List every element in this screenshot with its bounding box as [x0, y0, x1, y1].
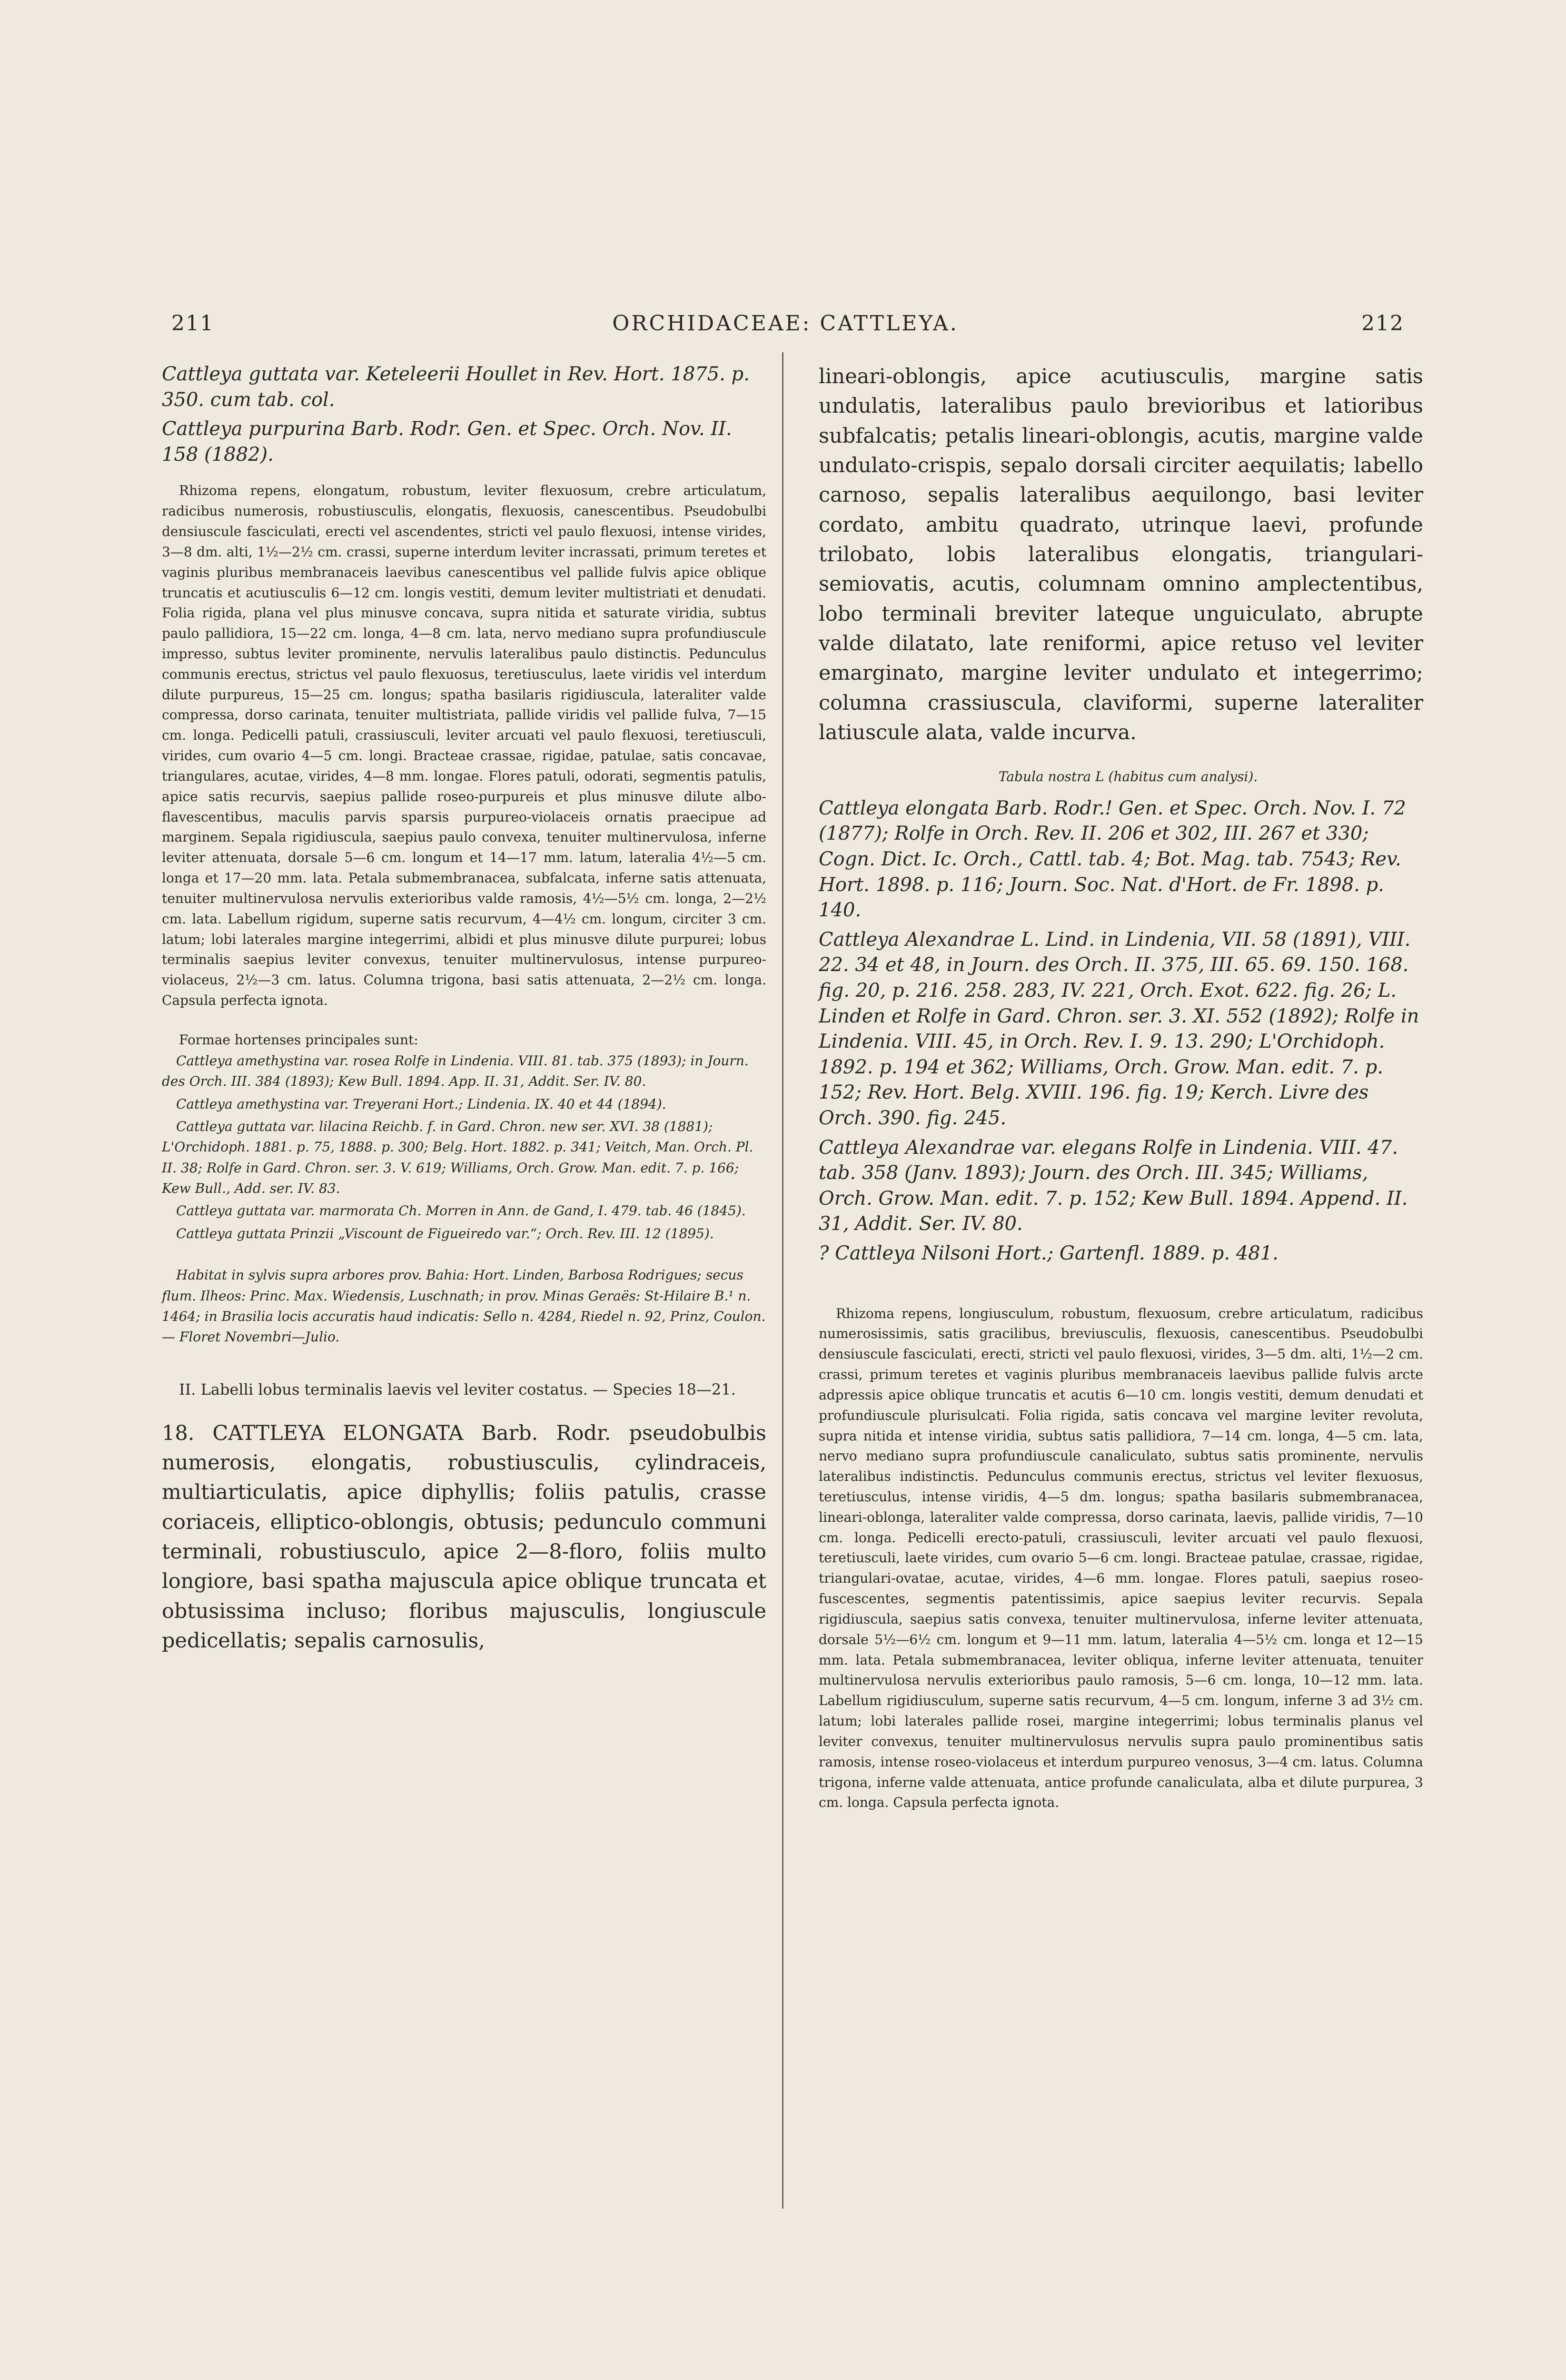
- synonym-citation: ? Cattleya Nilsoni Hort.; Gartenfl. 1889. p. 481.: [819, 1242, 1279, 1264]
- plate-reference: Tabula nostra L (habitus cum analysi).: [998, 769, 1258, 785]
- synonym-citation: Cattleya guttata var. Keteleerii Houllet in Rev. Hort. 1875. p. 350. cum tab. col.: [162, 363, 750, 411]
- species-diagnosis: 18. CATTLEYA ELONGATA Barb. Rodr. pseudobulbis numerosis, elongatis, robustiusculis, cylindraceis, multiarticulatis, apice diphyllis; foliis patulis, crasse coriaceis, elliptico-oblongis, obtusis; pedunculo communi terminali, robustiusculo, apice 2—8-floro, foliis multo longiore, basi spatha majuscula apice oblique truncata et obtusissima incluso; floribus majusculis, longiuscule pedicellatis; sepalis carnosulis,: [162, 1421, 766, 1653]
- forma-citation: Cattleya amethystina var. Treyerani Hort.; Lindenia. IX. 40 et 44 (1894).: [176, 1096, 666, 1112]
- synonym-citations: [162, 362, 766, 467]
- column-divider: [782, 352, 783, 2209]
- synonym-citations: [819, 796, 1423, 1267]
- synonym-citation: Cattleya purpurina Barb. Rodr. Gen. et Spec. Orch. Nov. II. 158 (1882).: [162, 418, 732, 466]
- forma-citation: Cattleya guttata Prinzii „Viscount de Figueiredo var.“; Orch. Rev. III. 12 (1895).: [176, 1225, 714, 1241]
- species-description: Rhizoma repens, longiusculum, robustum, flexuosum, crebre articulatum, radicibus numerosissimis, satis gracilibus, breviusculis, flexuosis, canescentibus. Pseudobulbi densiuscule fasciculati, erecti, stricti vel paulo flexuosi, virides, 3—5 dm. alti, 1½—2 cm. crassi, primum teretes et vaginis pluribus membranaceis laevibus pallide fulvis arcte adpressis apice oblique truncatis et acutis 6—10 cm. longis vestiti, demum denudati et profundiuscule plurisulcati. Folia rigida, satis concava vel margine leviter revoluta, supra nitida et intense viridia, subtus satis pallidiora, 7—14 cm. longa, 4—5 cm. lata, nervo mediano supra profundiuscule canaliculato, subtus satis prominente, nervulis lateralibus indistinctis. Pedunculus communis erectus, strictus vel leviter flexuosus, teretiusculus, intense viridis, 4—5 dm. longus; spatha basilaris submembranacea, lineari-oblonga, lateraliter valde compressa, dorso carinata, laevis, pallide viridis, 7—10 cm. longa. Pedicelli erecto-patuli, crassiusculi, leviter arcuati vel paulo flexuosi, teretiusculi, laete virides, cum ovario 5—6 cm. longi. Bracteae patulae, crassae, rigidae, triangulari-ovatae, acutae, virides, 4—6 mm. longae. Flores patuli, saepius roseo-fuscescentes, segmentis patentissimis, apice saepius leviter recurvis. Sepala rigidiuscula, saepius satis convexa, tenuiter multinervulosa, inferne leviter attenuata, dorsale 5½—6½ cm. longum et 9—11 mm. latum, lateralia 4—5½ cm. longa et 12—15 mm. lata. Petala submembranacea, leviter obliqua, inferne leviter attenuata, tenuiter multinervulosa nervulis exterioribus paulo ramosis, 5—6 cm. longa, 10—12 mm. lata. Labellum rigidiusculum, superne satis recurvum, 4—5 cm. longum, inferne 3 ad 3½ cm. latum; lobi laterales pallide rosei, margine integerrimi; lobus terminalis planus vel leviter convexus, tenuiter multinervulosus nervulis supra paulo prominentibus satis ramosis, intense roseo-violaceus et interdum purpureo venosus, 3—4 cm. latus. Columna trigona, inferne valde attenuata, antice profunde canaliculata, alba et dilute purpurea, 3 cm. longa. Capsula perfecta ignota.: [819, 1305, 1423, 1811]
- left-column: [162, 362, 766, 1656]
- forma-citation: Cattleya guttata var. lilacina Reichb. f. in Gard. Chron. new ser. XVI. 38 (1881); L'Orchidoph. 1881. p. 75, 1888. p. 300; Belg. Hort. 1882. p. 341; Veitch, Man. Orch. Pl. II. 38; Rolfe in Gard. Chron. ser. 3. V. 619; Williams, Orch. Grow. Man. edit. 7. p. 166; Kew Bull., Add. ser. IV. 83.: [162, 1118, 753, 1197]
- page-header: [157, 305, 1414, 347]
- forma-citation: Cattleya guttata var. marmorata Ch. Morren in Ann. de Gand, I. 479. tab. 46 (1845).: [176, 1203, 746, 1219]
- synonym-citation: Cattleya Alexandrae var. elegans Rolfe in Lindenia. VIII. 47. tab. 358 (Janv. 1893); Journ. des Orch. III. 345; Williams, Orch. Grow. Man. edit. 7. p. 152; Kew Bull. 1894. Append. II. 31, Addit. Ser. IV. 80.: [819, 1136, 1408, 1235]
- synonym-citation: Cattleya Alexandrae L. Lind. in Lindenia, VII. 58 (1891), VIII. 22. 34 et 48, in Journ. des Orch. II. 375, III. 65. 69. 150. 168. fig. 20, p. 216. 258. 283, IV. 221, Orch. Exot. 622. fig. 26; L. Linden et Rolfe in Gard. Chron. ser. 3. XI. 552 (1892); Rolfe in Lindenia. VIII. 45, in Orch. Rev. I. 9. 13. 290; L'Orchidoph. 1892. p. 194 et 362; Williams, Orch. Grow. Man. edit. 7. p. 152; Rev. Hort. Belg. XVIII. 196. fig. 19; Kerch. Livre des Orch. 390. fig. 245.: [819, 928, 1419, 1129]
- right-column: [819, 362, 1423, 1813]
- page-number-left: 211: [171, 311, 214, 336]
- page-number-right: 212: [1361, 311, 1404, 336]
- species-description: Rhizoma repens, elongatum, robustum, leviter flexuosum, crebre articulatum, radicibus numerosis, robustiusculis, elongatis, flexuosis, canescentibus. Pseudobulbi densiuscule fasciculati, erecti vel ascendentes, stricti vel paulo flexuosi, intense virides, 3—8 dm. alti, 1½—2½ cm. crassi, superne interdum leviter incrassati, primum teretes et vaginis pluribus membranaceis laevibus canescentibus vel pallide fulvis apice oblique truncatis et acutiusculis 6—12 cm. longis vestiti, demum leviter multistriati et denudati. Folia rigida, plana vel plus minusve concava, supra nitida et saturate viridia, subtus paulo pallidiora, 15—22 cm. longa, 4—8 cm. lata, nervo mediano supra profundiuscule impresso, subtus leviter prominente, nervulis lateralibus paulo distinctis. Pedunculus communis erectus, strictus vel paulo flexuosus, teretiusculus, laete viridis vel interdum dilute purpureus, 15—25 cm. longus; spatha basilaris rigidiuscula, lateraliter valde compressa, dorso carinata, tenuiter multistriata, pallide viridis vel pallide fulva, 7—15 cm. longa. Pedicelli patuli, crassiusculi, leviter arcuati vel paulo flexuosi, teretiusculi, virides, cum ovario 4—5 cm. longi. Bracteae crassae, rigidae, patulae, satis concavae, triangulares, acutae, virides, 4—8 mm. longae. Flores patuli, odorati, segmentis patulis, apice satis recurvis, saepius pallide roseo-purpureis et plus minusve dilute albo-flavescentibus, maculis parvis sparsis purpureo-violaceis ornatis praecipue ad marginem. Sepala rigidiuscula, saepius paulo convexa, tenuiter multinervulosa, inferne leviter attenuata, dorsale 5—6 cm. longum et 14—17 mm. latum, lateralia 4½—5 cm. longa et 17—20 mm. lata. Petala submembranacea, subfalcata, inferne satis attenuata, tenuiter multinervulosa nervulis exterioribus valde ramosis, 4½—5½ cm. longa, 2—2½ cm. lata. Labellum rigidum, superne satis recurvum, 4—4½ cm. longum, circiter 3 cm. latum; lobi laterales margine integerrimi, albidi et plus minusve dilute purpurei; lobus terminalis saepius leviter convexus, tenuiter multinervulosus, intense purpureo-violaceus, 2½—3 cm. latus. Columna trigona, basi satis attenuata, 2—2½ cm. longa. Capsula perfecta ignota.: [162, 483, 766, 1009]
- formae-intro: Formae hortenses principales sunt:: [179, 1031, 418, 1048]
- habitat: Habitat in sylvis supra arbores prov. Bahia: Hort. Linden, Barbosa Rodrigues; secus flum. Ilheos: Princ. Max. Wiedensis, Luschnath; in prov. Minas Geraës: St-Hilaire B.¹ n. 1464; in Brasilia locis accuratis haud indicatis: Sello n. 4284, Riedel n. 92, Prinz, Coulon. — Floret Novembri—Julio.: [162, 1267, 766, 1345]
- section-heading: II. Labelli lobus terminalis laevis vel leviter costatus. — Species 18—21.: [179, 1380, 736, 1398]
- diagnosis-continuation: lineari-oblongis, apice acutiusculis, margine satis undulatis, lateralibus paulo brevioribus et latioribus subfalcatis; petalis lineari-oblongis, acutis, margine valde undulato-crispis, sepalo dorsali circiter aequilatis; labello carnoso, sepalis lateralibus aequilongo, basi leviter cordato, ambitu quadrato, utrinque laevi, profunde trilobato, lobis lateralibus elongatis, triangulari-semiovatis, acutis, columnam omnino amplectentibus, lobo terminali breviter lateque unguiculato, abrupte valde dilatato, late reniformi, apice retuso vel leviter emarginato, margine leviter undulato et integerrimo; columna crassiuscula, claviformi, superne lateraliter latiuscule alata, valde incurva.: [819, 365, 1423, 745]
- synonym-citation: Cattleya elongata Barb. Rodr.! Gen. et Spec. Orch. Nov. I. 72 (1877); Rolfe in Orch. Rev. II. 206 et 302, III. 267 et 330; Cogn. Dict. Ic. Orch., Cattl. tab. 4; Bot. Mag. tab. 7543; Rev. Hort. 1898. p. 116; Journ. Soc. Nat. d'Hort. de Fr. 1898. p. 140.: [819, 797, 1406, 922]
- forma-citation: Cattleya amethystina var. rosea Rolfe in Lindenia. VIII. 81. tab. 375 (1893); in Journ. des Orch. III. 384 (1893); Kew Bull. 1894. App. II. 31, Addit. Ser. IV. 80.: [162, 1052, 749, 1090]
- formae-list: [162, 1051, 766, 1244]
- running-title: ORCHIDACEAE: CATTLEYA.: [612, 311, 959, 336]
